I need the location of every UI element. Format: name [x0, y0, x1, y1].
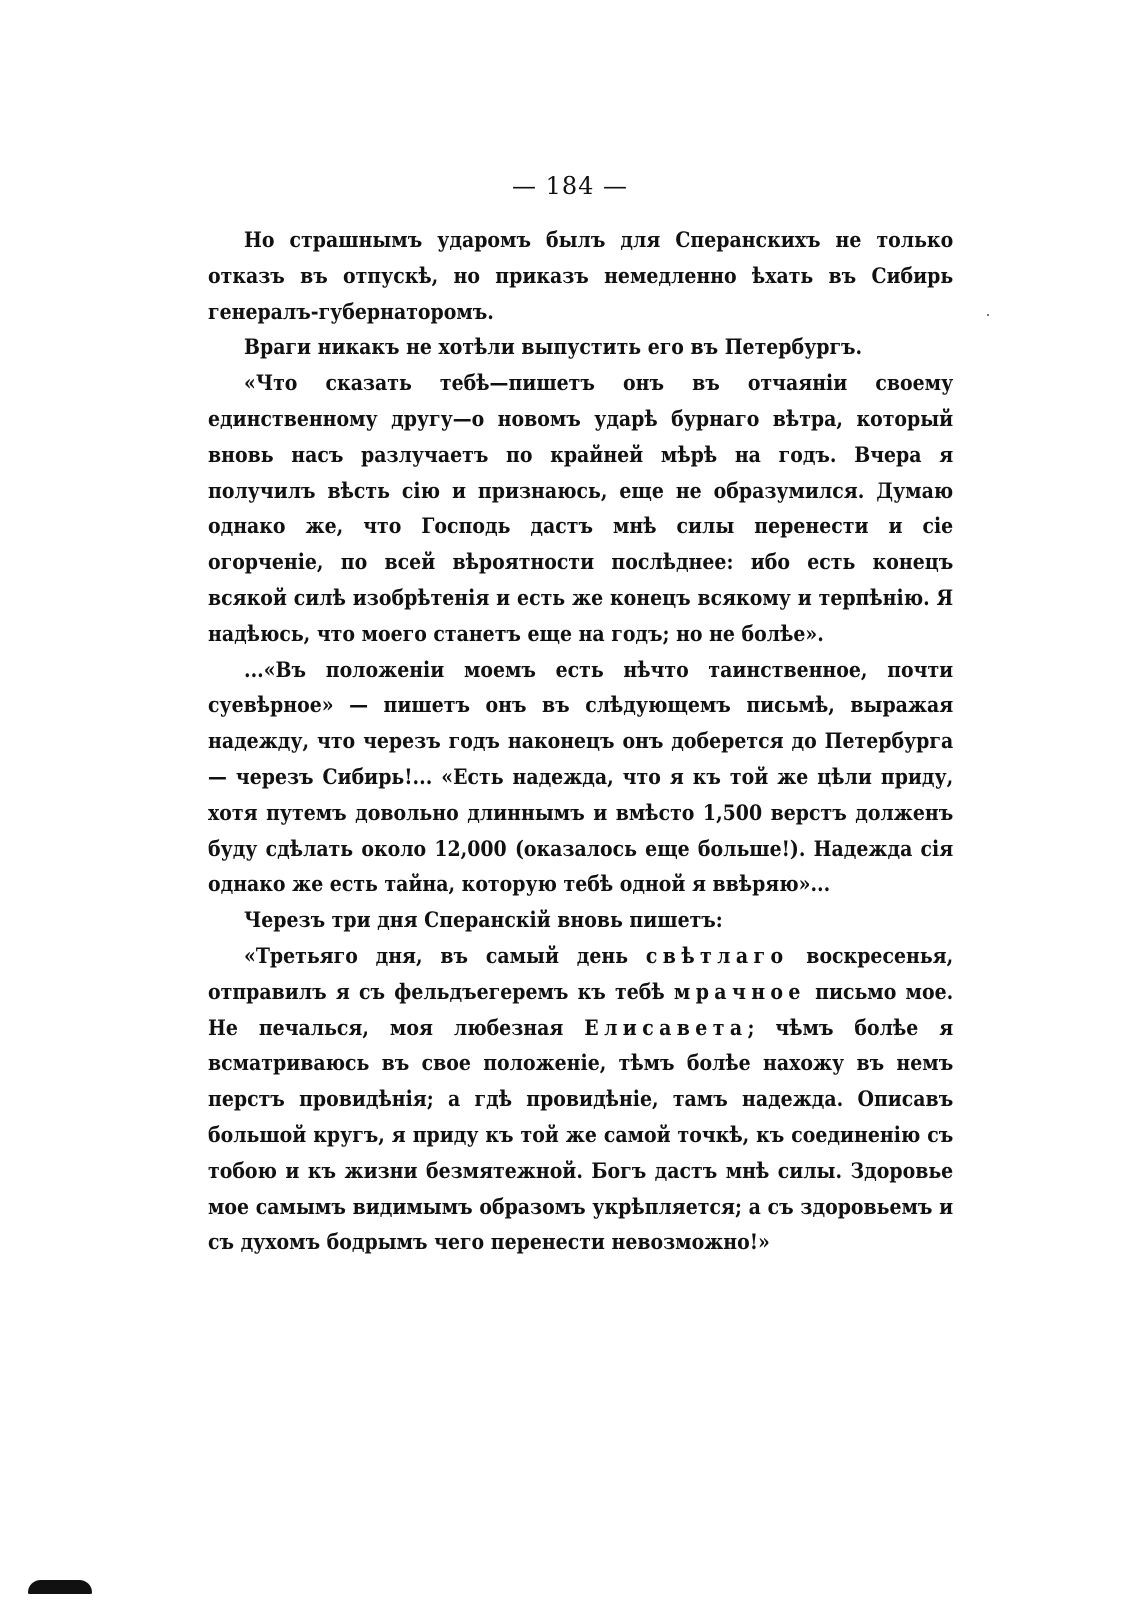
- text-run: письмо мое. Не печалься, моя любезная: [208, 978, 954, 1040]
- scan-speck: [987, 314, 989, 316]
- text-run: ; чѣмъ болѣе я всматриваюсь въ свое положеніе, тѣмъ болѣе нахожу въ немъ перстъ провидѣнія; а гдѣ провидѣніе, тамъ надежда. Описавъ большой кругъ, я приду къ той же самой точкѣ, къ соединенію съ тобою и къ жизни безмятежной. Богъ дастъ мнѣ силы. Здоровье мое самымъ видимымъ образомъ укрѣпляется; а съ здоровьемъ и съ духомъ бодрымъ чего перенести невозможно!»: [208, 1014, 954, 1255]
- text-run: воскресенья, отправилъ я съ фельдъегеремъ къ тебѣ: [208, 942, 954, 1004]
- paragraph: Враги никакъ не хотѣли выпустить его въ Петербургъ.: [244, 334, 863, 360]
- paragraph: Черезъ три дня Сперанскій вновь пишетъ:: [244, 907, 723, 933]
- paragraph: Но страшнымъ ударомъ былъ для Сперанскихъ не только отказъ въ отпускѣ, но приказъ немедленно ѣхать въ Сибирь генералъ-губернаторомъ.: [208, 227, 954, 324]
- paragraph: ...«Въ положеніи моемъ есть нѣчто таинственное, почти суевѣрное» — пишетъ онъ въ слѣдующемъ письмѣ, выражая надежду, что черезъ годъ наконецъ онъ доберется до Петербурга— черезъ Сибирь!... «Есть надежда, что я къ той же цѣли приду, хотя путемъ довольно длиннымъ и вмѣсто 1,500 верстъ долженъ буду сдѣлать около 12,000 (оказалось еще больше!). Надежда сія однако же есть тайна, которую тебѣ одной я ввѣряю»...: [208, 656, 954, 897]
- text-run: «Третьяго дня, въ самый день: [244, 942, 646, 968]
- paragraph: [208, 938, 953, 1260]
- scan-edge-mark: [28, 1580, 92, 1594]
- page-number: — 184 —: [511, 172, 629, 200]
- body-text: [208, 222, 953, 1260]
- emphasized-word: мрачное: [673, 978, 806, 1004]
- emphasized-word: свѣтлаго: [645, 942, 789, 968]
- paragraph: «Что сказать тебѣ—пишетъ онъ въ отчаяніи своему единственному другу—о новомъ ударѣ бурнаго вѣтра, который вновь насъ разлучаетъ по крайней мѣрѣ на годъ. Вчера я получилъ вѣсть сію и признаюсь, еще не образумился. Думаю однако же, что Господь дастъ мнѣ силы перенести и сіе огорченіе, по всей вѣроятности послѣднее: ибо есть конецъ всякой силѣ изобрѣтенія и есть же конецъ всякому и терпѣнію. Я надѣюсь, что моего станетъ еще на годъ; но не болѣе».: [208, 370, 954, 646]
- emphasized-word: Елисавета: [584, 1014, 748, 1040]
